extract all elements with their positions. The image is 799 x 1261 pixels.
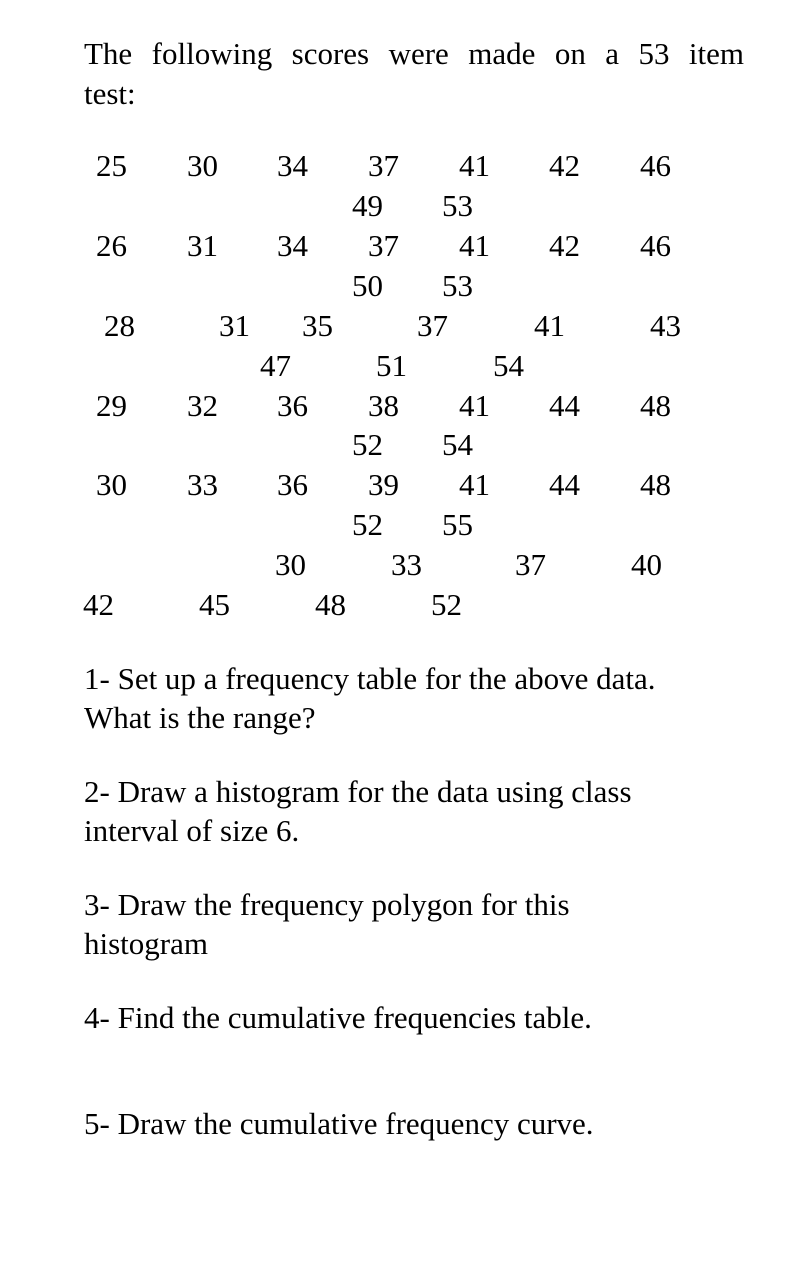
intro-word: The [84, 36, 133, 71]
score: 41 [459, 467, 490, 502]
score: 50 [352, 268, 383, 303]
score: 34 [277, 228, 308, 263]
score: 45 [199, 587, 230, 622]
question-4: 4- Find the cumulative frequencies table. [84, 1000, 592, 1035]
score: 46 [640, 228, 671, 263]
score: 33 [391, 547, 422, 582]
score: 37 [368, 148, 399, 183]
score: 54 [442, 427, 473, 462]
score: 53 [442, 188, 473, 223]
score: 37 [417, 308, 448, 343]
score: 36 [277, 388, 308, 423]
score: 36 [277, 467, 308, 502]
score: 42 [549, 148, 580, 183]
score: 33 [187, 467, 218, 502]
question-1-line-2: What is the range? [84, 700, 316, 735]
score: 44 [549, 467, 580, 502]
score: 48 [640, 388, 671, 423]
question-3-line-1: 3- Draw the frequency polygon for this [84, 887, 570, 922]
score: 30 [187, 148, 218, 183]
score: 46 [640, 148, 671, 183]
question-5: 5- Draw the cumulative frequency curve. [84, 1106, 594, 1141]
score: 41 [459, 148, 490, 183]
score: 39 [368, 467, 399, 502]
intro-word: 53 [638, 36, 670, 71]
score: 37 [368, 228, 399, 263]
question-2-line-2: interval of size 6. [84, 813, 300, 848]
score: 37 [515, 547, 546, 582]
intro-word: scores [291, 36, 370, 71]
intro-word: made [468, 36, 536, 71]
score: 54 [493, 348, 524, 383]
intro-line-2: test: [84, 76, 136, 111]
score: 44 [549, 388, 580, 423]
score: 29 [96, 388, 127, 423]
score: 41 [534, 308, 565, 343]
score: 52 [352, 427, 383, 462]
score: 48 [640, 467, 671, 502]
score: 42 [549, 228, 580, 263]
score: 32 [187, 388, 218, 423]
score: 40 [631, 547, 662, 582]
score: 52 [352, 507, 383, 542]
score: 51 [376, 348, 407, 383]
intro-word: item [688, 36, 744, 71]
score: 25 [96, 148, 127, 183]
score: 55 [442, 507, 473, 542]
score: 28 [104, 308, 135, 343]
score: 30 [96, 467, 127, 502]
intro-word: were [388, 36, 449, 71]
score: 41 [459, 228, 490, 263]
score: 48 [315, 587, 346, 622]
score: 52 [431, 587, 462, 622]
question-3-line-2: histogram [84, 926, 208, 961]
score: 31 [187, 228, 218, 263]
score: 30 [275, 547, 306, 582]
score: 42 [83, 587, 114, 622]
question-1-line-1: 1- Set up a frequency table for the above data. [84, 661, 656, 696]
score: 41 [459, 388, 490, 423]
intro-word: a [605, 36, 620, 71]
score: 47 [260, 348, 291, 383]
intro-word: on [554, 36, 586, 71]
score: 43 [650, 308, 681, 343]
question-2-line-1: 2- Draw a histogram for the data using class [84, 774, 632, 809]
score: 49 [352, 188, 383, 223]
score: 31 [219, 308, 250, 343]
score: 53 [442, 268, 473, 303]
score: 38 [368, 388, 399, 423]
intro-word: following [151, 36, 273, 71]
score: 34 [277, 148, 308, 183]
score: 35 [302, 308, 333, 343]
score: 26 [96, 228, 127, 263]
intro-line-1 [84, 36, 744, 72]
